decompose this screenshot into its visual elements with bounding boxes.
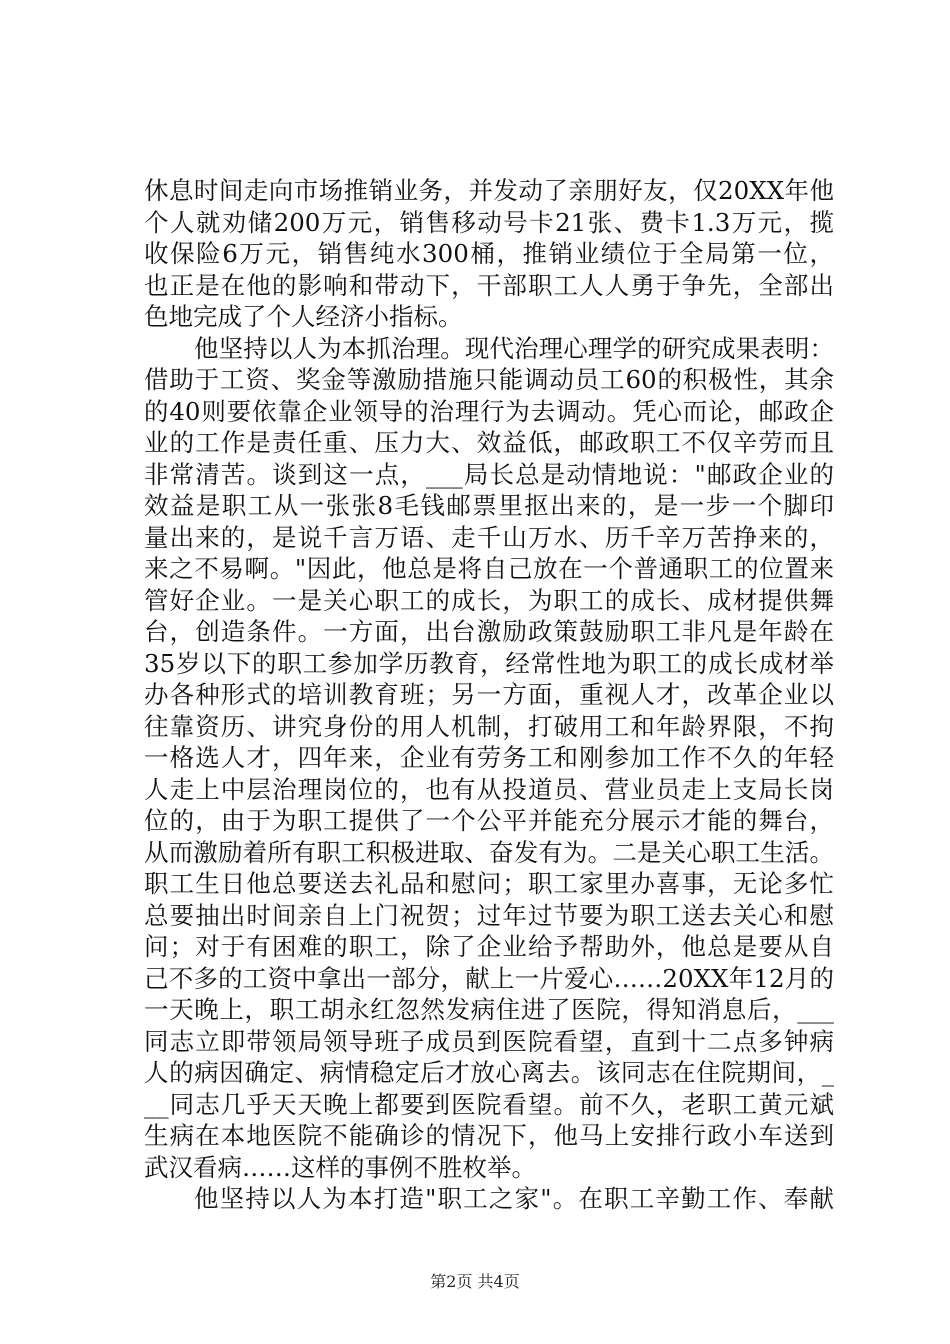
text-line: 同志立即带领局领导班子成员到医院看望，直到十二点多钟病 <box>144 1026 834 1056</box>
text-line: 往靠资历、讲究身份的用人机制，打破用工和年龄界限，不拘 <box>144 711 834 741</box>
text-line: 来之不易啊。"因此，他总是将自己放在一个普通职工的位置来 <box>144 554 834 583</box>
text-line: 位的，由于为职工提供了一个公平并能充分展示才能的舞台， <box>144 806 834 835</box>
text-line: 台，创造条件。一方面，出台激励政策鼓励职工非凡是年龄在 <box>144 617 834 646</box>
text-line: 35岁以下的职工参加学历教育，经常性地为职工的成长成材举 <box>144 648 834 678</box>
text-line: 从而激励着所有职工积极进取、奋发有为。二是关心职工生活。 <box>144 837 834 867</box>
text-line: 一格选人才，四年来，企业有劳务工和刚参加工作不久的年轻 <box>144 743 834 772</box>
paragraph-start-line: 他坚持以人为本抓治理。现代治理心理学的研究成果表明： <box>194 333 834 363</box>
text-line: 也正是在他的影响和带动下，干部职工人人勇于争先，全部出 <box>144 270 834 300</box>
text-line: 生病在本地医院不能确诊的情况下，他马上安排行政小车送到 <box>144 1121 834 1150</box>
text-line: 效益是职工从一张张8毛钱邮票里抠出来的，是一步一个脚印 <box>144 491 834 520</box>
text-line: 问；对于有困难的职工，除了企业给予帮助外，他总是要从自 <box>144 932 834 961</box>
page-number-footer: 第2页 共4页 <box>430 1272 520 1291</box>
text-line: 借助于工资、奖金等激励措施只能调动员工60的积极性，其余 <box>144 365 834 394</box>
text-line: 业的工作是责任重、压力大、效益低，邮政职工不仅辛劳而且 <box>144 428 834 457</box>
text-line: 人走上中层治理岗位的，也有从投道员、营业员走上支局长岗 <box>144 774 834 804</box>
paragraph-start-line: 他坚持以人为本打造"职工之家"。在职工辛勤工作、奉献 <box>194 1184 834 1213</box>
text-line: 职工生日他总要送去礼品和慰问；职工家里办喜事，无论多忙 <box>144 869 834 898</box>
text-line: 收保险6万元，销售纯水300桶，推销业绩位于全局第一位， <box>144 239 834 268</box>
text-line: __同志几乎天天晚上都要到医院看望。前不久，老职工黄元斌 <box>144 1089 834 1119</box>
text-line: 己不多的工资中拿出一部分，献上一片爱心……20XX年12月的 <box>144 963 834 993</box>
text-line: 一天晚上，职工胡永红忽然发病住进了医院，得知消息后，___ <box>144 995 834 1024</box>
text-line: 武汉看病……这样的事例不胜枚举。 <box>144 1152 536 1182</box>
text-line: 非常清苦。谈到这一点，___局长总是动情地说："邮政企业的 <box>144 459 834 489</box>
text-line: 总要抽出时间亲自上门祝贺；过年过节要为职工送去关心和慰 <box>144 900 834 930</box>
text-line: 人的病因确定、病情稳定后才放心离去。该同志在住院期间，_ <box>144 1058 834 1087</box>
text-line: 个人就劝储200万元，销售移动号卡21张、费卡1.3万元，揽 <box>144 207 834 237</box>
text-line: 色地完成了个人经济小指标。 <box>144 302 463 331</box>
text-line: 管好企业。一是关心职工的成长，为职工的成长、成材提供舞 <box>144 585 834 615</box>
text-line: 办各种形式的培训教育班；另一方面，重视人才，改革企业以 <box>144 680 834 709</box>
text-line: 休息时间走向市场推销业务，并发动了亲朋好友，仅20XX年他 <box>144 176 834 205</box>
body-text <box>144 175 834 1215</box>
text-line: 量出来的，是说千言万语、走千山万水、历千辛万苦挣来的， <box>144 522 834 552</box>
text-line: 的40则要依靠企业领导的治理行为去调动。凭心而论，邮政企 <box>144 396 834 426</box>
